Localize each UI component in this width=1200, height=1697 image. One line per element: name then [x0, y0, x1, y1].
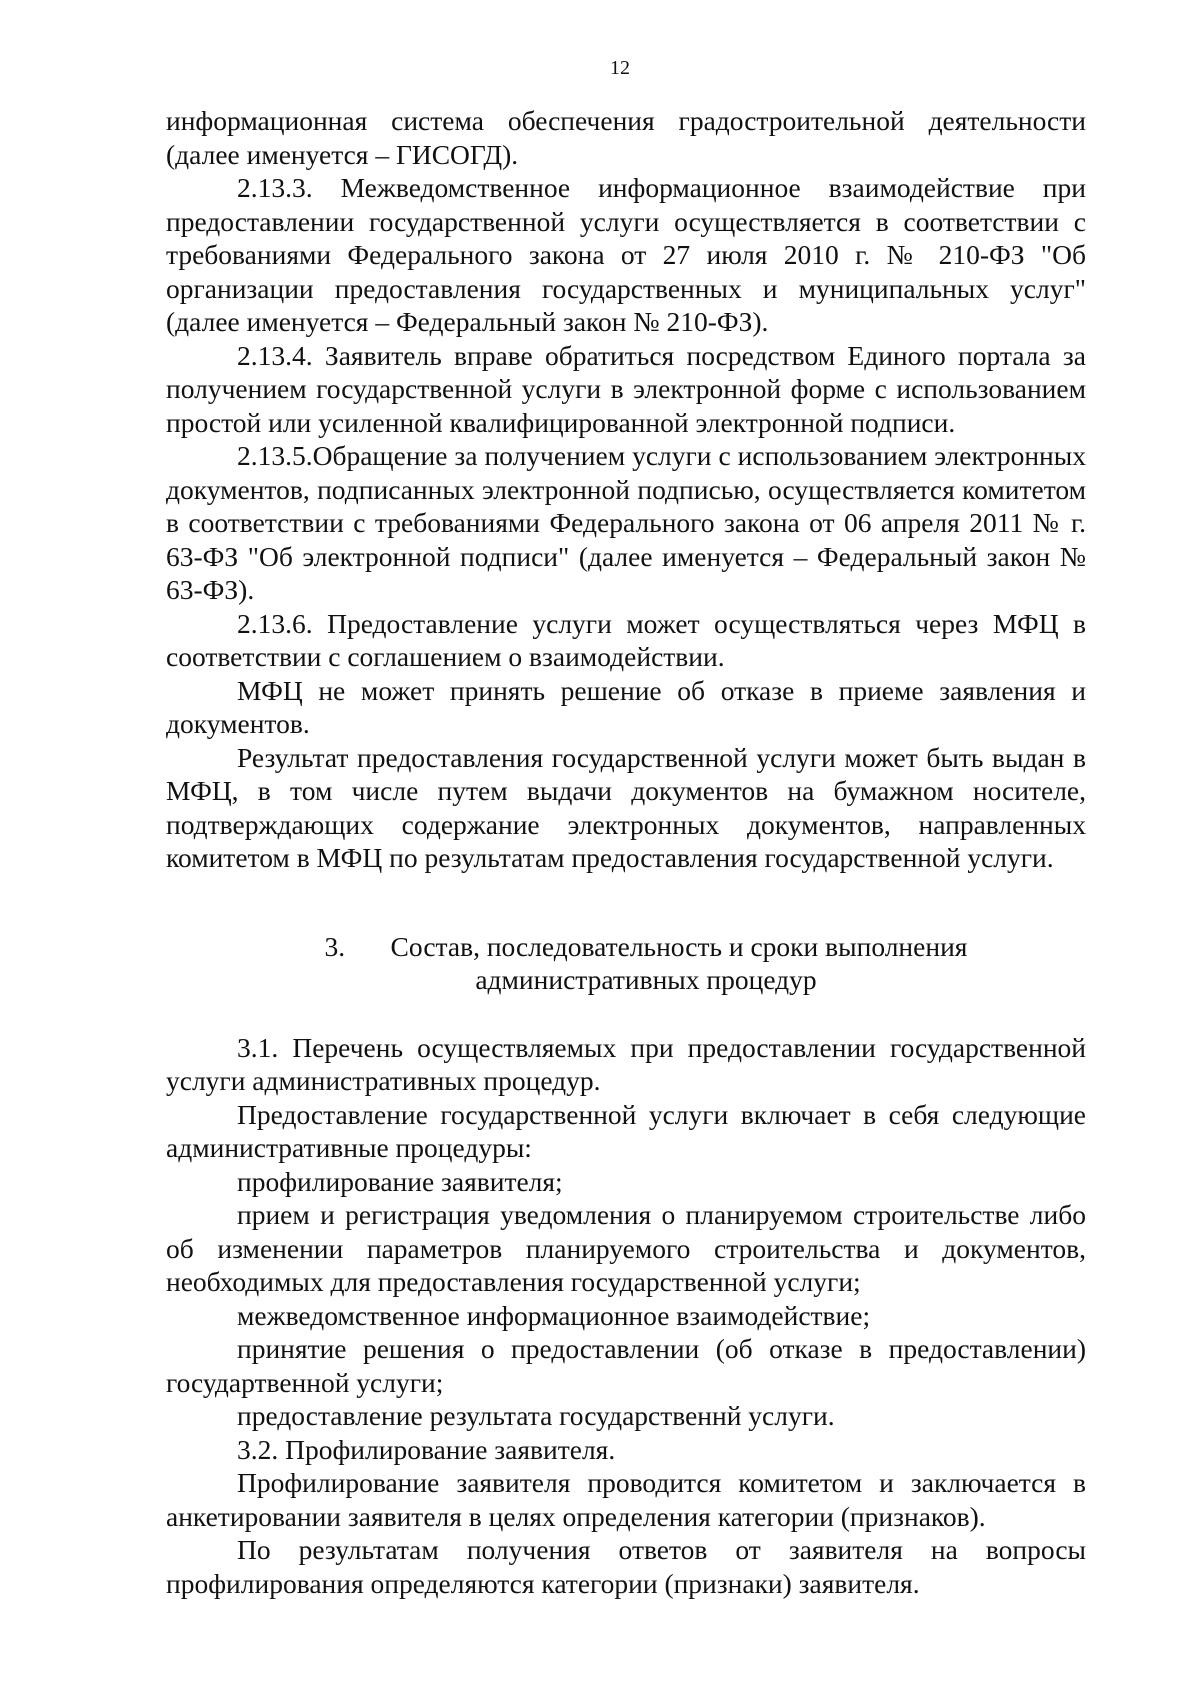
section-heading	[166, 930, 1086, 997]
list-item: предоставление результата государственнй услуги.	[237, 1400, 835, 1431]
page-number: 12	[610, 57, 630, 79]
paragraph: Результат предоставления государственной услуги может быть выдан в МФЦ, в том числе путем выдачи документов на бумажном носителе, подтверждающих содержание электронных документов, направленных комитетом в МФЦ по результатам предоставления государственной услуги.	[166, 741, 1086, 873]
paragraph: 3.1. Перечень осуществляемых при предоставлении государственной услуги административных процедур.	[166, 1031, 1086, 1096]
paragraph: 2.13.6. Предоставление услуги может осуществляться через МФЦ в соответствии с соглашением о взаимодействии.	[166, 607, 1086, 672]
list-item: межведомственное информационное взаимодействие;	[237, 1299, 871, 1331]
section-heading-line-1	[206, 930, 1086, 964]
paragraph: 2.13.4. Заявитель вправе обратиться посредством Единого портала за получением государственной услуги в электронной форме с использованием простой или усиленной квалифицированной электронной подписи.	[166, 339, 1086, 438]
section-title-line-1: Состав, последовательность и сроки выполнения	[390, 930, 968, 962]
paragraph: Предоставление государственной услуги включает в себя следующие административные процедуры:	[166, 1098, 1086, 1163]
document-body	[166, 104, 1086, 1600]
paragraph: 2.13.5.Обращение за получением услуги с использованием электронных документов, подписанных электронной подписью, осуществляется комитетом в соответствии с требованиями Федерального закона от 06 апреля 2011 № г. 63-ФЗ "Об электронной подписи" (далее именуется – Федеральный закон № 63-ФЗ).	[166, 440, 1086, 605]
paragraph: 3.2. Профилирование заявителя.	[237, 1433, 616, 1465]
paragraph: 2.13.3. Межведомственное информационное взаимодействие при предоставлении государственной услуги осуществляется в соответствии с требованиями Федерального закона от 27 июля 2010 г. № 210-ФЗ "Об организации предоставления государственных и муниципальных услуг" (далее именуется – Федеральный закон № 210-ФЗ).	[166, 172, 1086, 337]
section-title-line-2: административных процедур	[475, 964, 817, 995]
paragraph: информационная система обеспечения градостроительной деятельности (далее именуется – ГИСОГД).	[166, 105, 1086, 170]
paragraph: МФЦ не может принять решение об отказе в приеме заявления и документов.	[166, 674, 1086, 739]
section-number: 3.	[324, 930, 346, 962]
paragraph: Профилирование заявителя проводится комитетом и заключается в анкетировании заявителя в целях определения категории (признаков).	[166, 1467, 1086, 1532]
list-item: прием и регистрация уведомления о планируемом строительстве либо об изменении параметров планируемого строительства и документов, необходимых для предоставления государственной услуги;	[166, 1199, 1086, 1297]
list-item: принятие решения о предоставлении (об отказе в предоставлении) государтвенной услуги;	[166, 1333, 1086, 1398]
list-item: профилирование заявителя;	[237, 1165, 563, 1197]
paragraph: По результатам получения ответов от заявителя на вопросы профилирования определяются категории (признаки) заявителя.	[166, 1534, 1086, 1599]
